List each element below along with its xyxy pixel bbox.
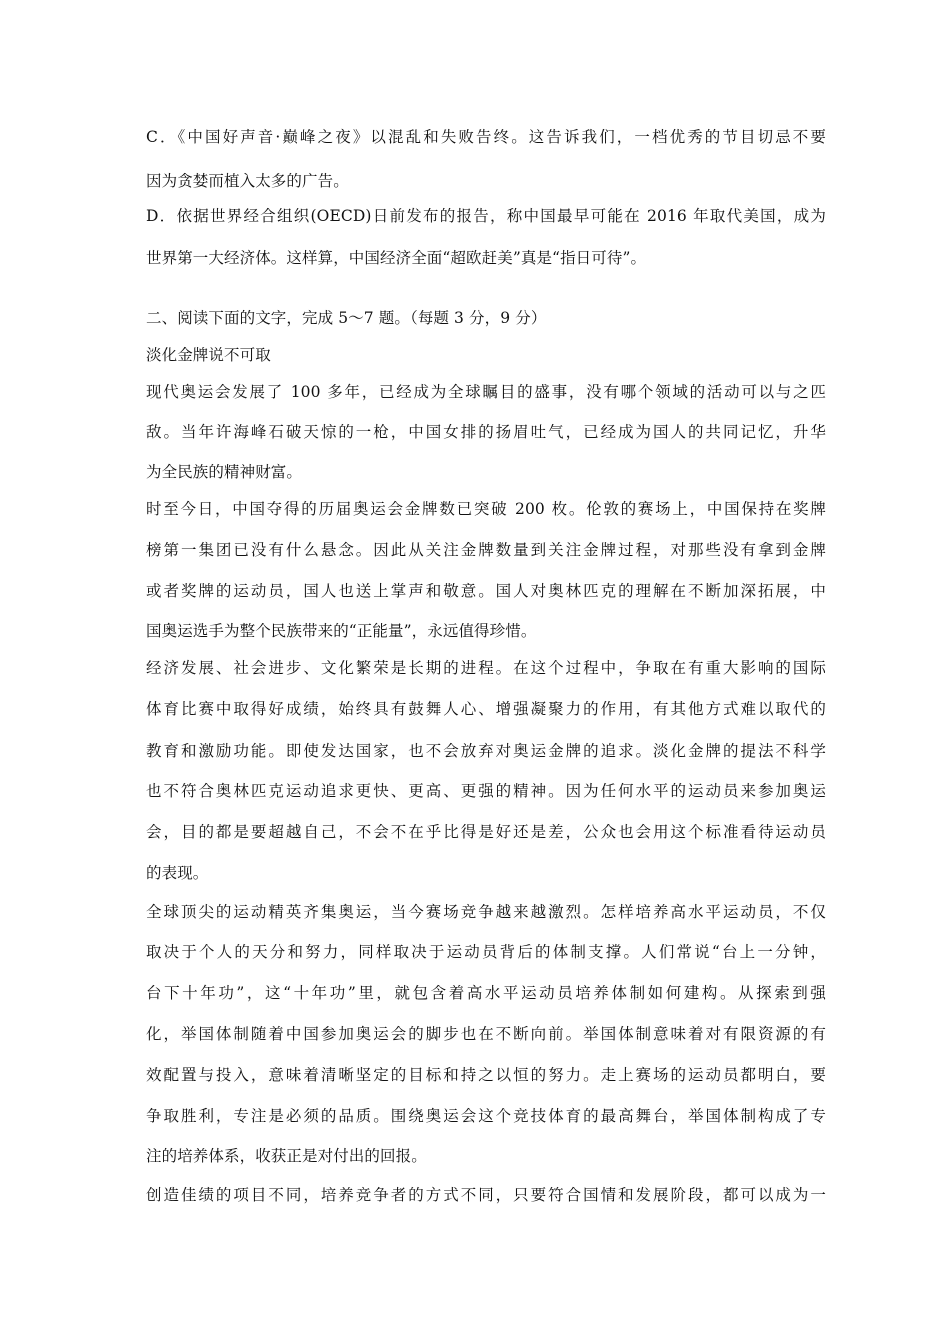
paragraph-line: 敌。当年许海峰石破天惊的一枪，中国女排的扬眉吐气，已经成为国人的共同记忆，升华 (146, 423, 826, 441)
paragraph-line: 也不符合奥林匹克运动追求更快、更高、更强的精神。因为任何水平的运动员来参加奥运 (146, 782, 826, 800)
option-d-line-2: 世界第一大经济体。这样算，中国经济全面“超欧赶美”真是“指日可待”。 (146, 249, 647, 267)
option-c-line-1: C．《中国好声音·巅峰之夜》以混乱和失败告终。这告诉我们，一档优秀的节目切忌不要 (146, 128, 826, 146)
paragraph-line: 或者奖牌的运动员，国人也送上掌声和敬意。国人对奥林匹克的理解在不断加深拓展，中 (146, 582, 826, 600)
paragraph-line: 教育和激励功能。即使发达国家，也不会放弃对奥运金牌的追求。淡化金牌的提法不科学 (146, 742, 826, 760)
paragraph-line: 化，举国体制随着中国参加奥运会的脚步也在不断向前。举国体制意味着对有限资源的有 (146, 1025, 826, 1043)
paragraph-line: 现代奥运会发展了 100 多年，已经成为全球瞩目的盛事，没有哪个领域的活动可以与之匹 (146, 383, 826, 401)
section-heading: 二、阅读下面的文字，完成 5～7 题。（每题 3 分，9 分） (146, 309, 547, 327)
paragraph-line: 国奥运选手为整个民族带来的“正能量”，永远值得珍惜。 (146, 622, 537, 640)
paragraph-line: 取决于个人的天分和努力，同样取决于运动员背后的体制支撑。人们常说“台上一分钟， (146, 943, 826, 961)
article-title: 淡化金牌说不可取 (146, 346, 271, 364)
paragraph-line: 会，目的都是要超越自己，不会不在乎比得是好还是差，公众也会用这个标准看待运动员 (146, 823, 826, 841)
paragraph-line: 争取胜利，专注是必须的品质。围绕奥运会这个竞技体育的最高舞台，举国体制构成了专 (146, 1107, 826, 1125)
paragraph-line: 创造佳绩的项目不同，培养竞争者的方式不同，只要符合国情和发展阶段，都可以成为一 (146, 1186, 826, 1204)
option-d-line-1: D．依据世界经合组织(OECD)日前发布的报告，称中国最早可能在 2016 年取代美国，成为 (146, 207, 826, 225)
paragraph-line: 注的培养体系，收获正是对付出的回报。 (146, 1147, 427, 1165)
paragraph-line: 体育比赛中取得好成绩，始终具有鼓舞人心、增强凝聚力的作用，有其他方式难以取代的 (146, 700, 826, 718)
paragraph-line: 为全民族的精神财富。 (146, 463, 303, 481)
paragraph-line: 台下十年功”，这“十年功”里，就包含着高水平运动员培养体制如何建构。从探索到强 (146, 984, 826, 1002)
paragraph-line: 时至今日，中国夺得的历届奥运会金牌数已突破 200 枚。伦敦的赛场上，中国保持在奖牌 (146, 500, 826, 518)
paragraph-line: 经济发展、社会进步、文化繁荣是长期的进程。在这个过程中，争取在有重大影响的国际 (146, 659, 826, 677)
paragraph-line: 榜第一集团已没有什么悬念。因此从关注金牌数量到关注金牌过程，对那些没有拿到金牌 (146, 541, 826, 559)
paragraph-line: 全球顶尖的运动精英齐集奥运，当今赛场竞争越来越激烈。怎样培养高水平运动员，不仅 (146, 903, 826, 921)
paragraph-line: 的表现。 (146, 864, 209, 882)
paragraph-line: 效配置与投入，意味着清晰坚定的目标和持之以恒的努力。走上赛场的运动员都明白，要 (146, 1066, 826, 1084)
option-c-line-2: 因为贪婪而植入太多的广告。 (146, 172, 349, 190)
